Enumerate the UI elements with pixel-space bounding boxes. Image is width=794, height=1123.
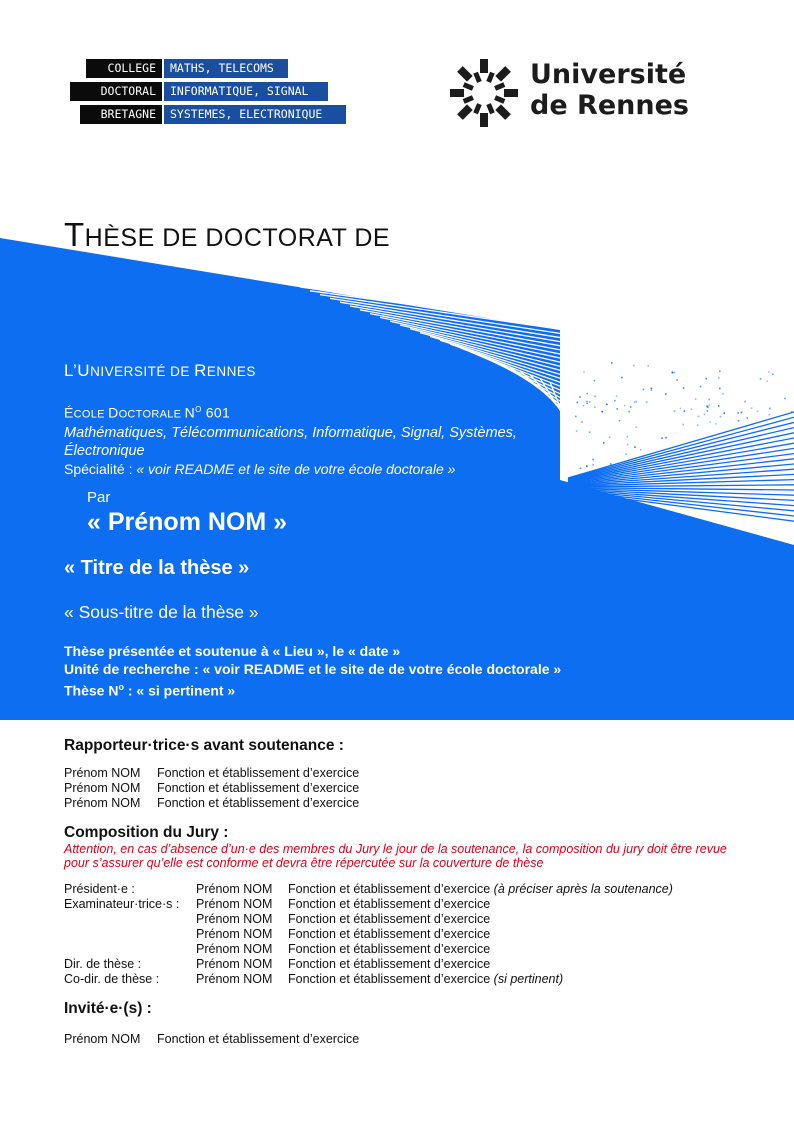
speckle — [627, 444, 629, 446]
speckle — [720, 416, 722, 418]
person-role: Fonction et établissement d’exercice — [157, 796, 360, 810]
jury-row — [64, 972, 673, 987]
speckle — [700, 386, 702, 388]
speckle — [769, 414, 771, 416]
speckle — [718, 405, 720, 407]
speckle — [682, 424, 684, 426]
specialite-value: « voir README et le site de votre école doctorale » — [136, 460, 456, 477]
info-line: Unité de recherche : « voir README et le site de de votre école doctorale » — [64, 661, 562, 677]
speckle — [614, 400, 616, 402]
speckle — [616, 395, 618, 397]
thesis-info — [64, 642, 561, 700]
jury-list — [64, 882, 673, 987]
jury-title: Composition du Jury : — [64, 824, 229, 841]
rapporteurs-title: Rapporteur·trice·s avant soutenance : — [64, 737, 344, 754]
person-role: Fonction et établissement d’exercice — [288, 912, 491, 926]
specialite-line — [64, 460, 574, 478]
logo-row — [86, 59, 288, 78]
speckle — [621, 377, 623, 379]
person-row — [64, 1032, 359, 1047]
speckle — [665, 393, 667, 395]
speckle — [672, 372, 674, 374]
ecole-label-part: N — [184, 404, 196, 421]
person-role: Fonction et établissement d’exercice — [288, 957, 491, 971]
speckle — [594, 406, 596, 408]
speckle — [577, 402, 579, 404]
speckle — [633, 365, 635, 367]
speckle — [586, 393, 588, 395]
speckle — [586, 465, 588, 467]
speckle — [680, 408, 682, 410]
specialite-label: Spécialité : — [64, 460, 137, 477]
person-row — [64, 781, 359, 796]
speckle — [601, 411, 603, 413]
speckle — [769, 408, 771, 410]
person-role: Fonction et établissement d’exercice — [288, 942, 491, 956]
page-title — [64, 216, 390, 254]
ecole-domain-line1: Mathématiques, Télécommunications, Informatique, Signal, Systèmes, — [64, 424, 517, 441]
speckle — [710, 421, 712, 423]
speckle — [643, 389, 645, 391]
speckle — [695, 398, 697, 400]
speckle — [746, 417, 748, 419]
jury-role-label: Co-dir. de thèse : — [64, 972, 160, 986]
university-name-part: R — [194, 361, 207, 380]
speckle — [625, 453, 627, 455]
university-name — [64, 361, 256, 381]
speckle — [611, 362, 613, 364]
speckle — [580, 468, 582, 470]
person-role: Fonction et établissement d’exercice — [288, 897, 491, 911]
title-rest: HÈSE DE DOCTORAT DE — [84, 224, 391, 252]
speckle — [627, 436, 629, 438]
speckle — [647, 365, 649, 367]
person-role: Fonction et établissement d’exercice — [288, 927, 491, 941]
universite-rennes-emblem-icon — [448, 57, 520, 129]
speckle — [575, 416, 577, 418]
person-name: Prénom NOM — [196, 897, 273, 911]
info-part: : « si pertinent » — [123, 682, 236, 699]
ecole-doctorale-label — [64, 401, 574, 424]
speckle — [636, 426, 638, 428]
speckle — [674, 372, 676, 374]
person-name: Prénom NOM — [196, 972, 273, 986]
person-role: Fonction et établissement d’exercice — [157, 766, 360, 780]
jury-row — [64, 957, 673, 972]
speckle — [784, 398, 786, 400]
speckle — [744, 401, 746, 403]
speckle — [634, 402, 636, 404]
speckle — [619, 420, 621, 422]
rapporteurs-list — [64, 766, 359, 811]
logo-left-label: COLLEGE — [86, 59, 162, 78]
speckle — [594, 396, 596, 398]
jury-warning-line1: Attention, en cas d’absence d’un·e des membres du Jury le jour de la soutenance, la composition du jury doit être revue — [64, 842, 727, 856]
speckle — [634, 446, 636, 448]
jury-row — [64, 882, 673, 897]
speckle — [592, 464, 594, 466]
logo-right-label: INFORMATIQUE, SIGNAL — [164, 82, 328, 101]
jury-row — [64, 927, 673, 942]
thesis-subtitle: « Sous-titre de la thèse » — [64, 602, 259, 622]
speckle — [722, 393, 724, 395]
logo-right-label: SYSTEMES, ELECTRONIQUE — [164, 105, 346, 124]
person-name: Prénom NOM — [196, 942, 273, 956]
speckle — [751, 407, 753, 409]
speckle — [719, 370, 721, 372]
speckle — [586, 401, 588, 403]
jury-row — [64, 897, 673, 912]
person-name: Prénom NOM — [64, 781, 141, 795]
person-name: Prénom NOM — [196, 957, 273, 971]
speckle — [650, 389, 652, 391]
speckle — [651, 388, 653, 390]
speckle — [661, 437, 663, 439]
logo-left-label: DOCTORAL — [70, 82, 162, 101]
speckle — [674, 410, 676, 412]
speckle — [715, 423, 717, 425]
speckle — [630, 406, 632, 408]
person-role: Fonction et établissement d’exercice — [157, 1032, 360, 1046]
person-name: Prénom NOM — [64, 1032, 141, 1046]
thesis-title: « Titre de la thèse » — [64, 557, 250, 579]
ecole-label-part: O — [195, 405, 202, 414]
jury-row — [64, 942, 673, 957]
ecole-doctorale-block — [64, 401, 574, 478]
speckle — [589, 431, 591, 433]
info-line — [64, 678, 561, 700]
speckle — [609, 437, 611, 439]
speckle — [709, 404, 711, 406]
title-first-letter: T — [64, 216, 85, 253]
jury-note: (à préciser après la soutenance) — [490, 882, 673, 896]
invites-title: Invité·e·(s) : — [64, 1000, 152, 1017]
speckle — [708, 399, 710, 401]
logo-left-label: BRETAGNE — [80, 105, 162, 124]
ecole-label-part: É — [64, 404, 74, 421]
jury-role-label: Dir. de thèse : — [64, 957, 142, 971]
speckle — [772, 374, 774, 376]
par-label: Par — [87, 489, 111, 506]
speckle — [705, 378, 707, 380]
speckle — [583, 405, 585, 407]
speckle — [603, 442, 605, 444]
speckle — [640, 449, 642, 451]
person-name: Prénom NOM — [196, 927, 273, 941]
speckle — [760, 378, 762, 380]
speckle — [704, 414, 706, 416]
ecole-number: 601 — [201, 404, 231, 421]
speckle — [767, 380, 769, 382]
person-role: Fonction et établissement d’exercice — [288, 882, 491, 896]
info-part: Thèse N — [64, 682, 119, 699]
speckle — [737, 412, 739, 414]
speckle — [707, 410, 709, 412]
person-role: Fonction et établissement d’exercice — [157, 781, 360, 795]
speckle — [697, 424, 699, 426]
speckle — [586, 403, 588, 405]
jury-role-label: Président·e : — [64, 882, 135, 896]
person-row — [64, 766, 359, 781]
person-name: Prénom NOM — [64, 766, 141, 780]
speckle — [665, 437, 667, 439]
speckle — [606, 404, 608, 406]
university-name-part: ENNES — [206, 364, 256, 379]
person-role: Fonction et établissement d’exercice — [288, 972, 491, 986]
invites-list — [64, 1032, 359, 1047]
speckle — [691, 408, 693, 410]
logo-row — [80, 105, 346, 124]
person-name: Prénom NOM — [196, 912, 273, 926]
speckle — [724, 412, 726, 414]
ecole-label-part: OCTORALE — [118, 408, 185, 421]
speckle — [646, 401, 648, 403]
speckle — [589, 401, 591, 403]
speckle — [768, 371, 770, 373]
info-part: o — [118, 682, 124, 692]
speckle — [719, 388, 721, 390]
person-name: Prénom NOM — [64, 796, 141, 810]
logo-row — [70, 82, 328, 101]
speckle — [583, 371, 585, 373]
university-logo-line1: Université — [530, 59, 687, 90]
person-name: Prénom NOM — [196, 882, 273, 896]
info-line: Thèse présentée et soutenue à « Lieu », le « date » — [64, 643, 401, 659]
speckle — [594, 380, 596, 382]
university-name-part: NIVERSITÉ DE — [90, 364, 195, 379]
university-name-part: L’U — [64, 361, 91, 380]
ecole-label-part: D — [108, 404, 119, 421]
speckle — [706, 406, 708, 408]
jury-note: (si pertinent) — [490, 972, 564, 986]
university-logo-line2: de Rennes — [530, 90, 689, 121]
speckle — [616, 408, 618, 410]
jury-row — [64, 912, 673, 927]
speckle — [683, 387, 685, 389]
author-name: « Prénom NOM » — [87, 508, 288, 536]
speckle — [624, 405, 626, 407]
ecole-label-part: COLE — [73, 408, 109, 421]
logo-right-label: MATHS, TELECOMS — [164, 59, 288, 78]
jury-role-label: Examinateur·trice·s : — [64, 897, 180, 911]
speckle — [610, 463, 612, 465]
jury-warning-line2: pour s’assurer qu’elle est conforme et devra être répercutée sur la couverture de thèse — [64, 856, 544, 870]
speckle — [684, 410, 686, 412]
speckle — [581, 421, 583, 423]
speckle — [576, 430, 578, 432]
speckle — [718, 377, 720, 379]
person-row — [64, 796, 359, 811]
speckle — [592, 459, 594, 461]
speckle — [579, 396, 581, 398]
speckle — [628, 411, 630, 413]
speckle — [636, 401, 638, 403]
ecole-domain-line2: Électronique — [64, 442, 145, 459]
speckle — [698, 416, 700, 418]
speckle — [676, 379, 678, 381]
speckle — [757, 410, 759, 412]
speckle — [738, 420, 740, 422]
speckle — [741, 412, 743, 414]
